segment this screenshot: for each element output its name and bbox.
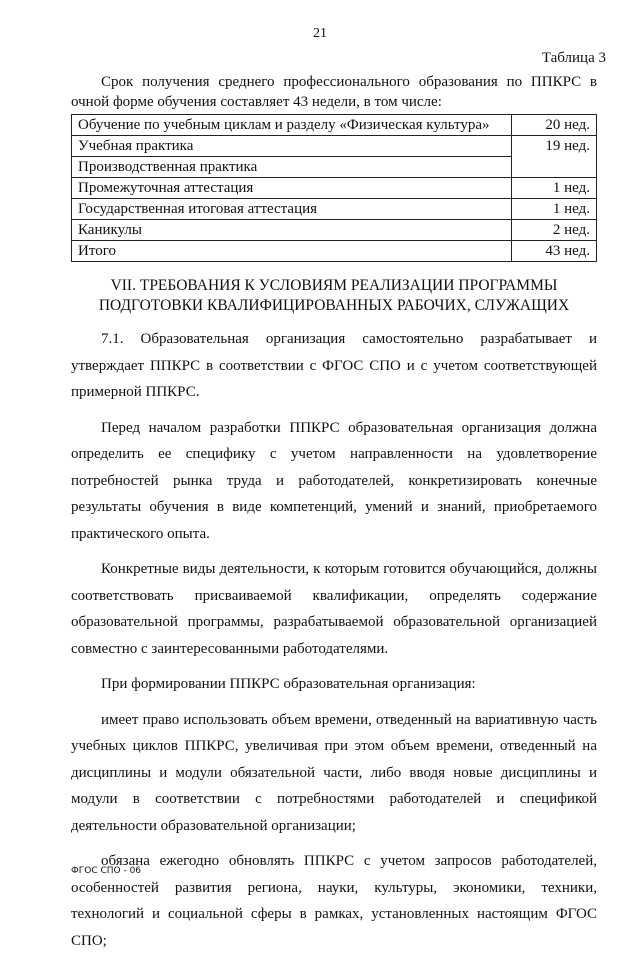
table-row	[72, 241, 597, 262]
section-heading-line-1: VII. ТРЕБОВАНИЯ К УСЛОВИЯМ РЕАЛИЗАЦИИ ПРОГРАММЫ	[110, 277, 558, 294]
study-duration-table	[71, 114, 597, 262]
row-label: Обучение по учебным циклам и разделу «Физическая культура»	[72, 115, 512, 136]
row-value: 2 нед.	[512, 220, 597, 241]
intro-text: Срок получения среднего профессионального образования по ППКРС в очной форме обучения составляет 43 недели, в том числе:	[71, 74, 597, 110]
table-row	[72, 136, 597, 157]
row-label: Государственная итоговая аттестация	[72, 199, 512, 220]
table-row	[72, 178, 597, 199]
page-number: 21	[313, 26, 327, 41]
row-label: Промежуточная аттестация	[72, 178, 512, 199]
paragraph: Конкретные виды деятельности, к которым готовится обучающийся, должны соответствовать присваиваемой квалификации, определять содержание образовательной программы, разрабатываемой образовательной организацией совместно с заинтересованными работодателями.	[71, 561, 597, 657]
paragraph: Перед началом разработки ППКРС образовательная организация должна определить ее специфику с учетом направленности на удовлетворение потребностей рынка труда и работодателей, конкретизировать конечные результаты обучения в виде компетенций, умений и знаний, приобретаемого практического опыта.	[71, 419, 597, 542]
row-value: 19 нед.	[512, 136, 597, 178]
table-caption: Таблица 3	[541, 50, 606, 66]
body-text	[71, 326, 597, 963]
row-value: 1 нед.	[512, 178, 597, 199]
row-label: Итого	[72, 241, 512, 262]
section-heading-line-2: ПОДГОТОВКИ КВАЛИФИЦИРОВАННЫХ РАБОЧИХ, СЛУЖАЩИХ	[98, 297, 570, 314]
paragraph: имеет право использовать объем времени, отведенный на вариативную часть учебных циклов ППКРС, увеличивая при этом объем времени, отведенный на дисциплины и модули обязательной части, либо вводя новые дисциплины и модули в соответствии с потребностями работодателей и спецификой деятельности образовательной организации;	[71, 711, 597, 834]
paragraph: 7.1. Образовательная организация самостоятельно разрабатывает и утверждает ППКРС в соответствии с ФГОС СПО и с учетом соответствующей примерной ППКРС.	[71, 331, 597, 400]
row-label: Производственная практика	[72, 157, 512, 178]
paragraph: обязана ежегодно обновлять ППКРС с учетом запросов работодателей, особенностей развития региона, науки, культуры, экономики, техники, технологий и социальной сферы в рамках, установленных настоящим ФГОС СПО;	[71, 853, 597, 949]
table-row	[72, 199, 597, 220]
table-row	[72, 220, 597, 241]
footer-code: ФГОС СПО - 06	[71, 866, 142, 876]
section-heading	[71, 276, 597, 316]
row-value: 1 нед.	[512, 199, 597, 220]
paragraph: При формировании ППКРС образовательная организация:	[101, 676, 476, 692]
row-label: Учебная практика	[72, 136, 512, 157]
row-label: Каникулы	[72, 220, 512, 241]
table-row	[72, 115, 597, 136]
row-value: 20 нед.	[512, 115, 597, 136]
row-value: 43 нед.	[512, 241, 597, 262]
